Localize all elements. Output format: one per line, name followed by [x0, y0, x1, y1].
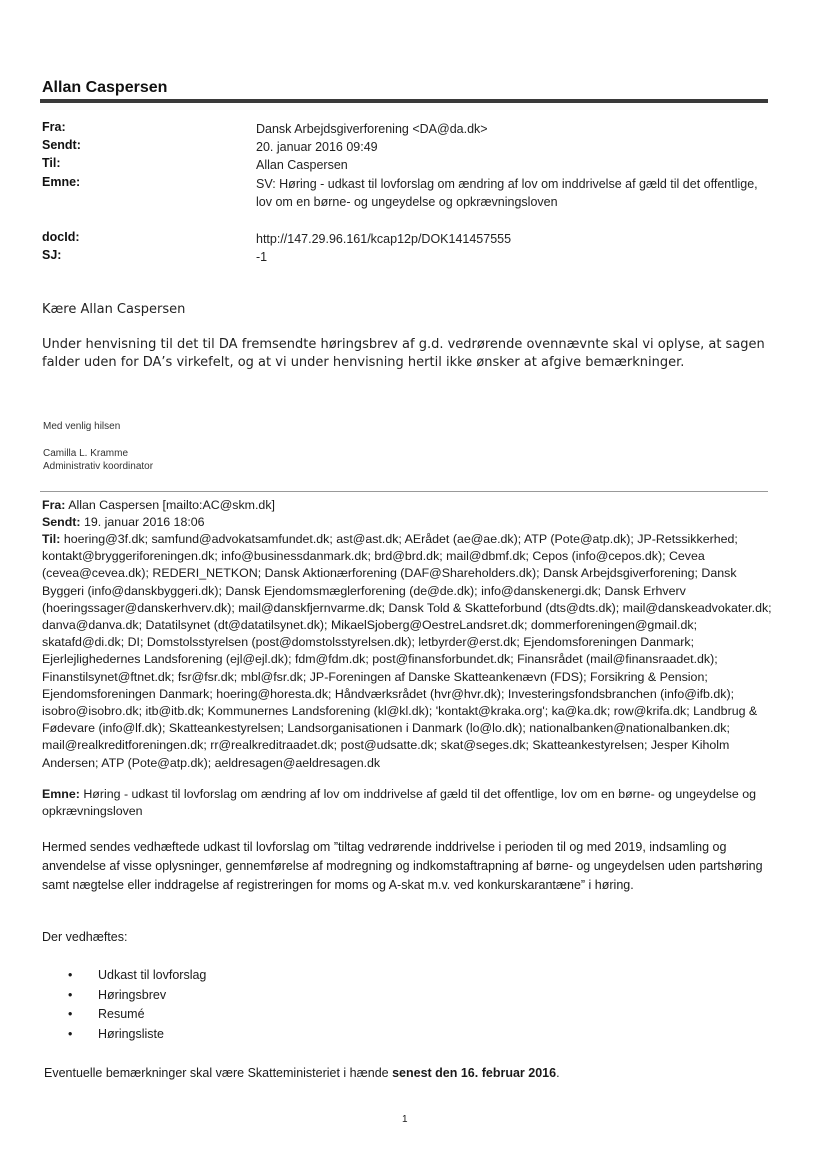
forward-from-label: Fra: [42, 498, 66, 512]
list-item [68, 986, 206, 1006]
forward-from-value: Allan Caspersen [mailto:AC@skm.dk] [68, 498, 275, 512]
forward-divider [40, 491, 768, 492]
deadline: senest den 16. februar 2016 [392, 1066, 557, 1080]
closing-suffix: . [556, 1066, 560, 1080]
bullet-icon: • [68, 987, 73, 1002]
page-number: 1 [402, 1114, 408, 1125]
bullet-icon: • [68, 1007, 73, 1021]
signature-name: Camilla L. Kramme [43, 448, 129, 459]
to-label: Til: [42, 156, 61, 170]
signature-title: Administrativ koordinator [43, 461, 154, 472]
forward-sent-label: Sendt: [42, 515, 81, 529]
forward-subject-value: Høring - udkast til lovforslag om ændring af lov om inddrivelse af gæld til det offentlige, lov om en børne- og ungeydelse og opkrævningsloven [42, 787, 756, 819]
bullet-icon: • [68, 968, 73, 982]
docid-value: http://147.29.96.161/kcap12p/DOK141457555 [256, 232, 512, 246]
attachments-list [68, 966, 206, 1044]
greeting: Kære Allan Caspersen [42, 302, 186, 317]
sent-value: 20. januar 2016 09:49 [256, 140, 378, 154]
forward-subject [42, 786, 777, 820]
sj-label: SJ: [42, 248, 62, 262]
header-divider [40, 99, 768, 103]
attachment-name: Høringsliste [98, 1026, 164, 1041]
forward-intro: Hermed sendes vedhæftede udkast til lovforslag om ”tiltag vedrørende inddrivelse i perioden til og med 2019, indsamling og anvendelse af visse oplysninger, gennemførelse af modregning og indkomstaftrapning af børne- og ungeydelsen uden partshøring samt nægtelse eller inddragelse af registreringen for moms og A-skat m.v. ved konkurskarantæne” i høring. [42, 840, 763, 892]
attachment-name: Resumé [98, 1007, 145, 1021]
forward-sent [42, 514, 777, 531]
list-item [68, 1025, 206, 1045]
forward-to-label: Til: [42, 532, 61, 546]
forward-sent-value: 19. januar 2016 18:06 [84, 515, 205, 529]
forward-subject-label: Emne: [42, 787, 80, 801]
attachment-name: Udkast til lovforslag [98, 968, 207, 982]
list-item [68, 1005, 206, 1025]
closing-prefix: Eventuelle bemærkninger skal være Skatteministeriet i hænde [44, 1066, 393, 1080]
closing-line [44, 1066, 560, 1080]
subject-value: SV: Høring - udkast til lovforslag om ændring af lov om inddrivelse af gæld til det offentlige, lov om en børne- og ungeydelse og opkrævningsloven [256, 177, 758, 209]
attachment-name: Høringsbrev [98, 987, 167, 1002]
from-value: Dansk Arbejdsgiverforening <DA@da.dk> [256, 122, 488, 136]
to-value: Allan Caspersen [256, 158, 348, 172]
from-label: Fra: [42, 120, 66, 134]
docid-label: docId: [42, 230, 80, 244]
list-item [68, 966, 206, 986]
sender-name: Allan Caspersen [42, 79, 168, 96]
forward-to-value: hoering@3f.dk; samfund@advokatsamfundet.dk; ast@ast.dk; AErådet (ae@ae.dk); ATP (Pote@atp.dk); JP-Retssikkerhed; kontakt@bryggeriforeningen.dk; info@businessdanmark.dk; brd@brd.dk; mail@dbmf.dk; Cepos (info@cepos.dk); Cevea (cevea@cevea.dk); REDERI_NETKON; Dansk Aktionærforening (DAF@Shareholders.dk); Dansk Arbejdsgiverforening; Dansk Byggeri (info@danskbyggeri.dk); Dansk Ejendomsmæglerforening (de@de.dk); info@danskenergi.dk; Dansk Erhverv (hoeringssager@danskerhverv.dk); mail@danskfjernvarme.dk; Dansk Told & Skatteforbund (dts@dts.dk); mail@danskeadvokater.dk; danva@danva.dk; Datatilsynet (dt@datatilsynet.dk); MikaelSjoberg@OestreLandsret.dk; dommerforeningen@gmail.dk; skatafd@di.dk; DI; Domstolsstyrelsen (post@domstolsstyrelsen.dk); letbyrder@erst.dk; Ejendomsforeningen Danmark; Ejerlejlighedernes Landsforening (ejl@ejl.dk); fdm@fdm.dk; post@finansforbundet.dk; Finansrådet (mail@finansraadet.dk); Finanstilsynet@ftnet.dk; fsr@fsr.dk; mbl@fsr.dk; JP-Foreningen af Danske Skatteankenævn (FDS); Forsikring & Pension; Ejendomsforeningen Danmark; hoering@horesta.dk; Håndværksrådet (hvr@hvr.dk); Investeringsfondsbranchen (info@ifb.dk); isobro@isobro.dk; itb@itb.dk; Kommunernes Landsforening (kl@kl.dk); 'kontakt@kraka.org'; ka@ka.dk; row@krifa.dk; Landbrug & Fødevare (info@lf.dk); Skatteankestyrelsen; Landsorganisationen i Danmark (lo@lo.dk); nationalbanken@nationalbanken.dk; mail@realkreditforeningen.dk; rr@realkreditraadet.dk; post@udsatte.dk; skat@seges.dk; Skatteankestyrelsen; Jesper Kiholm Andersen; ATP (Pote@atp.dk); aeldresagen@aeldresagen.dk [42, 532, 772, 770]
forward-recipients [42, 531, 777, 772]
sent-label: Sendt: [42, 138, 81, 152]
subject-label: Emne: [42, 175, 81, 189]
forward-from [42, 497, 777, 514]
regards: Med venlig hilsen [43, 421, 121, 432]
bullet-icon: • [68, 1026, 73, 1041]
reply-body: Under henvisning til det til DA fremsendte høringsbrev af g.d. vedrørende ovennævnte skal vi oplyse, at sagen falder uden for DA’s virkefelt, og at vi under henvisning hertil ikke ønsker at afgive bemærkninger. [42, 337, 765, 370]
sj-value: -1 [256, 250, 268, 264]
attachments-label: Der vedhæftes: [42, 930, 128, 944]
